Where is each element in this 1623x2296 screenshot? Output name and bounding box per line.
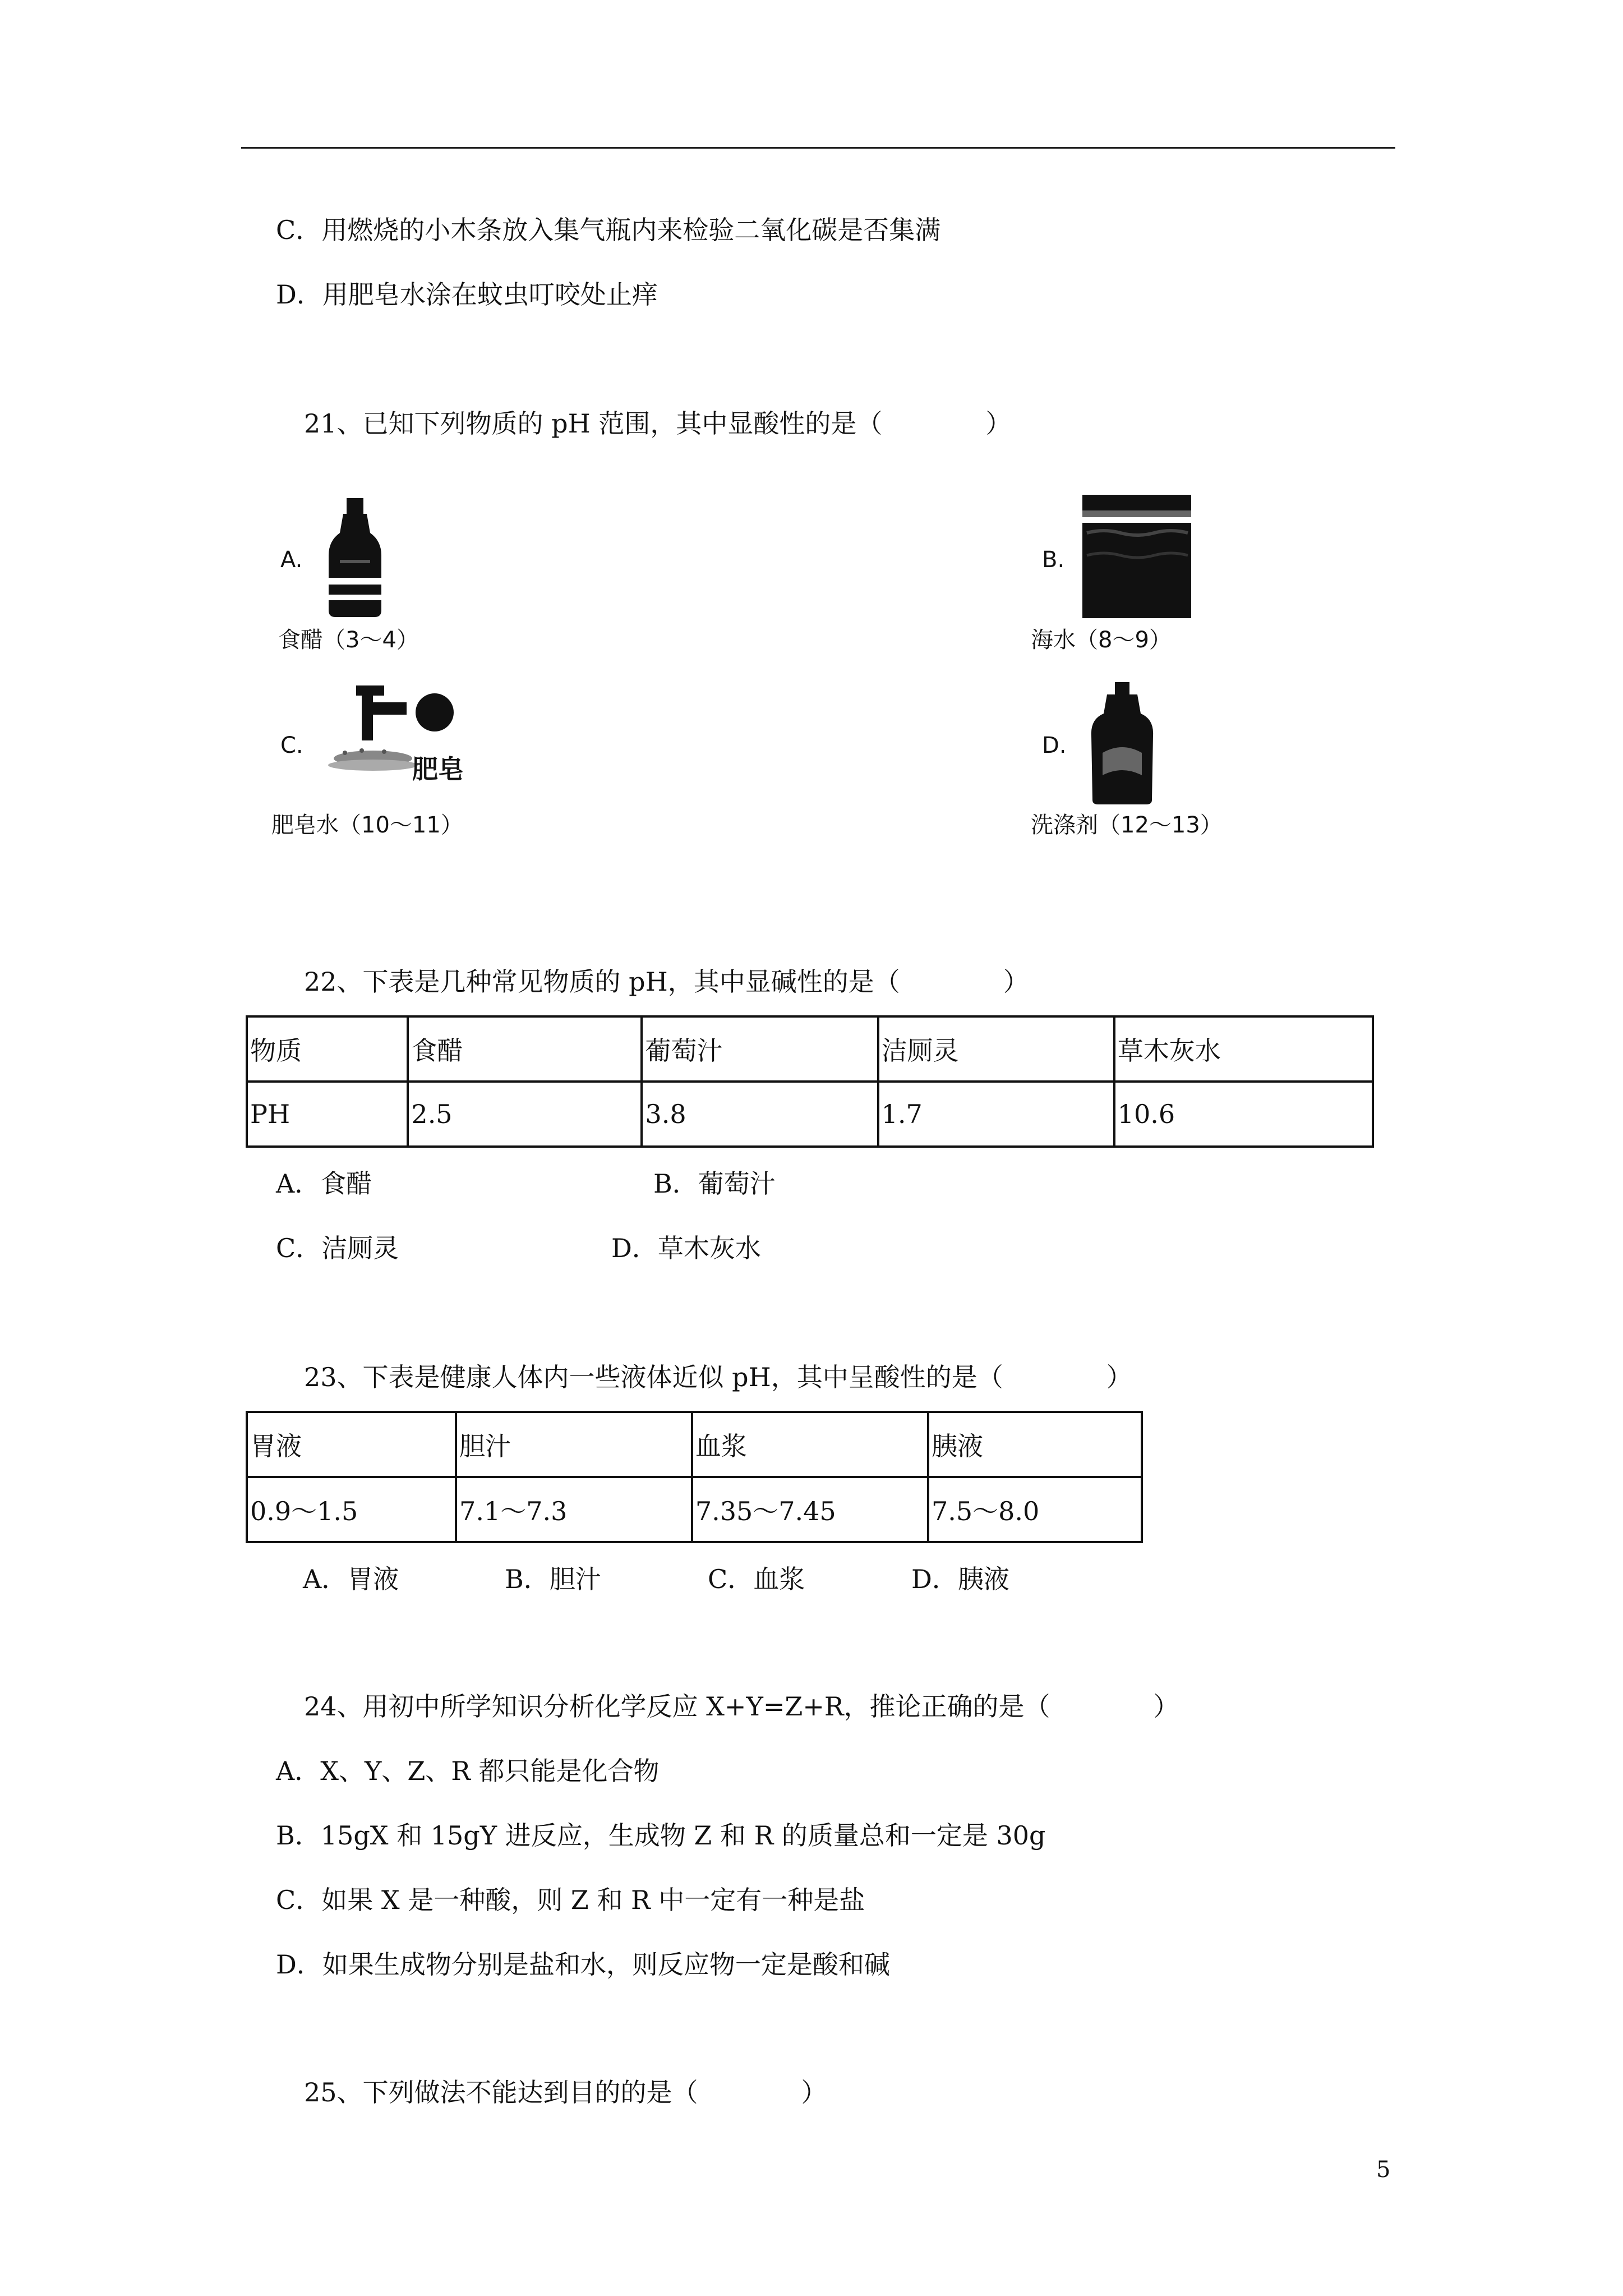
table-cell: 物质 — [247, 1016, 408, 1082]
table-row — [247, 1082, 1373, 1147]
table-cell: 胰液 — [928, 1412, 1142, 1477]
table-cell: 葡萄汁 — [642, 1016, 878, 1082]
q23-table — [246, 1411, 1143, 1543]
table-cell: 洁厕灵 — [878, 1016, 1114, 1082]
table-row — [247, 1477, 1142, 1542]
q22-table — [246, 1015, 1374, 1148]
q22-option-a: A．食醋 — [276, 1168, 372, 1199]
detergent-bottle-icon — [1080, 680, 1164, 806]
table-row — [247, 1412, 1142, 1477]
sea-water-icon — [1081, 494, 1192, 620]
prev-option-d: D．用肥皂水涂在蚊虫叮咬处止痒 — [276, 279, 658, 310]
q23-option-b: B．胆汁 — [505, 1564, 601, 1594]
page-number: 5 — [1376, 2157, 1391, 2183]
table-cell: 食醋 — [408, 1016, 642, 1082]
q22-option-c: C．洁厕灵 — [276, 1233, 399, 1263]
q21-option-a-caption: 食醋（3～4） — [278, 627, 419, 653]
table-cell: 1.7 — [878, 1082, 1114, 1147]
q21-option-c-letter: C. — [280, 733, 303, 758]
q24-option-d: D．如果生成物分别是盐和水，则反应物一定是酸和碱 — [276, 1949, 890, 1980]
q21-stem: 21、已知下列物质的 pH 范围，其中显酸性的是（ ） — [304, 408, 1012, 439]
q23-stem: 23、下表是健康人体内一些液体近似 pH，其中呈酸性的是（ ） — [304, 1362, 1132, 1392]
q25-stem: 25、下列做法不能达到目的的是（ ） — [304, 2077, 827, 2108]
header-rule — [241, 147, 1395, 149]
table-cell: 胃液 — [247, 1412, 456, 1477]
table-cell: 胆汁 — [456, 1412, 692, 1477]
table-cell: 7.5～8.0 — [928, 1477, 1142, 1542]
q21-option-d-letter: D. — [1042, 733, 1067, 758]
table-cell: 草木灰水 — [1114, 1016, 1373, 1082]
q21-option-c-caption: 肥皂水（10～11） — [271, 812, 463, 838]
q24-option-b: B．15gX 和 15gY 进反应，生成物 Z 和 R 的质量总和一定是 30g — [276, 1820, 1046, 1851]
prev-option-c: C．用燃烧的小木条放入集气瓶内来检验二氧化碳是否集满 — [276, 215, 941, 245]
vinegar-bottle-icon — [319, 494, 391, 620]
table-cell: 血浆 — [692, 1412, 928, 1477]
soap-faucet-icon — [322, 680, 491, 792]
q23-option-a: A．胃液 — [303, 1564, 399, 1594]
q21-option-b-caption: 海水（8～9） — [1031, 627, 1172, 653]
q23-option-c: C．血浆 — [708, 1564, 805, 1594]
q24-option-c: C．如果 X 是一种酸，则 Z 和 R 中一定有一种是盐 — [276, 1885, 865, 1915]
soap-image-label: 肥皂 — [412, 754, 464, 784]
table-cell: PH — [247, 1082, 408, 1147]
q22-stem: 22、下表是几种常见物质的 pH，其中显碱性的是（ ） — [304, 967, 1029, 997]
table-cell: 2.5 — [408, 1082, 642, 1147]
table-cell: 3.8 — [642, 1082, 878, 1147]
q21-option-b-letter: B. — [1042, 547, 1065, 573]
q24-stem: 24、用初中所学知识分析化学反应 X+Y=Z+R，推论正确的是（ ） — [304, 1691, 1179, 1722]
q21-option-a-letter: A. — [280, 547, 303, 573]
q21-option-d-caption: 洗涤剂（12～13） — [1031, 812, 1223, 838]
table-row — [247, 1016, 1373, 1082]
table-cell: 7.35～7.45 — [692, 1477, 928, 1542]
q23-option-d: D．胰液 — [911, 1564, 1009, 1594]
table-cell: 10.6 — [1114, 1082, 1373, 1147]
q22-option-b: B．葡萄汁 — [653, 1168, 776, 1199]
q22-option-d: D．草木灰水 — [611, 1233, 761, 1263]
q24-option-a: A．X、Y、Z、R 都只能是化合物 — [276, 1756, 660, 1786]
table-cell: 0.9～1.5 — [247, 1477, 456, 1542]
table-cell: 7.1～7.3 — [456, 1477, 692, 1542]
